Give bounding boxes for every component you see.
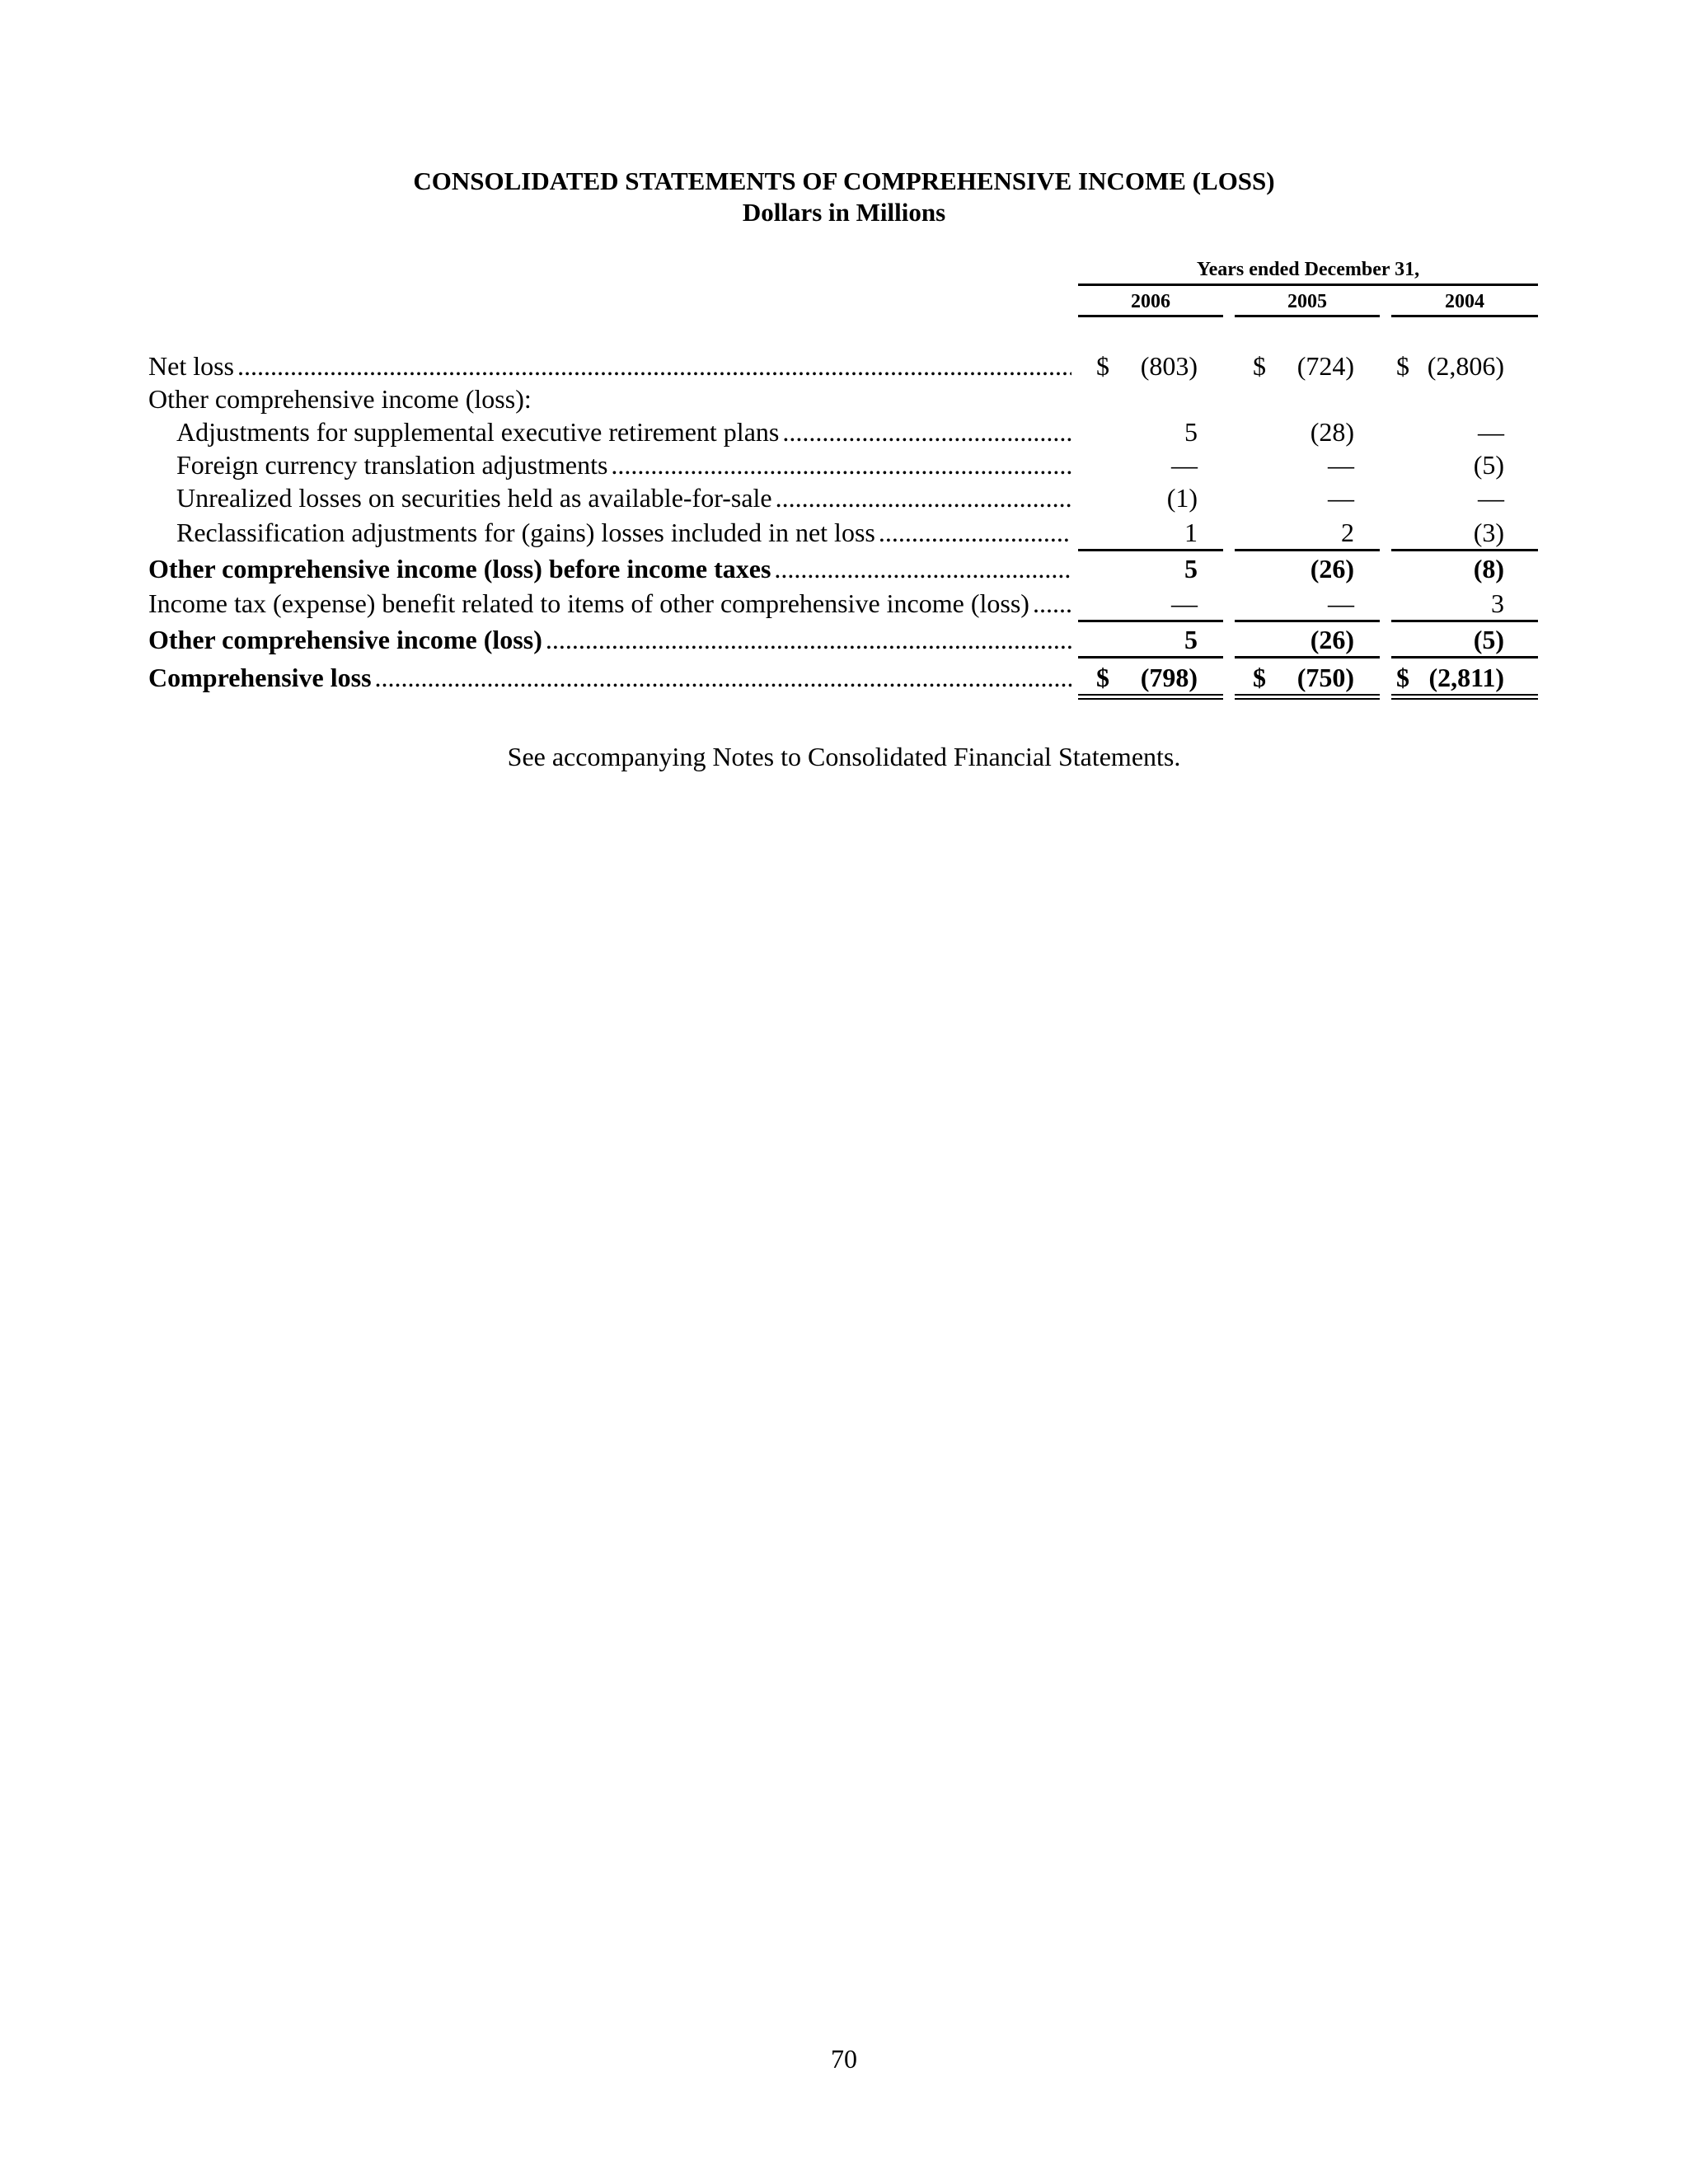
value-2005: (28) — [1310, 417, 1354, 447]
value-2006: — — [1078, 587, 1223, 622]
page-number: 70 — [831, 2044, 857, 2074]
value-2005: — — [1328, 450, 1354, 480]
value-2004: (5) — [1391, 623, 1538, 658]
table-row-fx-translation — [0, 448, 1688, 481]
value-2004: $ (2,806) — [1396, 351, 1504, 381]
value-2006: 5 — [1184, 554, 1198, 583]
value-2004: — — [1478, 417, 1504, 447]
table-row-oci-header — [0, 382, 1688, 415]
value-2006: $ (803) — [1096, 351, 1198, 381]
value-2006: 5 — [1078, 623, 1223, 658]
value-2004: (8) — [1473, 554, 1504, 583]
value-2006: $ (798) — [1078, 661, 1223, 700]
value-2005: $ (724) — [1253, 351, 1354, 381]
statement-subtitle: Dollars in Millions — [742, 198, 946, 227]
table-row-comprehensive-loss — [0, 661, 1688, 694]
value-2005: — — [1328, 483, 1354, 513]
value-2006: — — [1171, 450, 1198, 480]
value-2005: (26) — [1235, 623, 1380, 658]
table-row-income-tax — [0, 587, 1688, 620]
row-label: Other comprehensive income (loss) — [148, 625, 546, 654]
row-label: Foreign currency translation adjustments — [176, 450, 611, 480]
row-label: Reclassification adjustments for (gains) losses included in net loss — [176, 518, 879, 547]
statement-title: CONSOLIDATED STATEMENTS OF COMPREHENSIVE INCOME (LOSS) — [413, 166, 1275, 195]
row-label: Comprehensive loss — [148, 663, 375, 692]
value-2005: (26) — [1310, 554, 1354, 583]
row-label: Unrealized losses on securities held as available-for-sale — [176, 483, 776, 513]
value-2006: (1) — [1166, 483, 1198, 513]
table-row-unrealized-losses — [0, 481, 1688, 514]
row-label: Net loss — [148, 351, 237, 381]
row-label: Other comprehensive income (loss): — [148, 384, 535, 414]
years-ended-header: Years ended December 31, — [1078, 257, 1538, 286]
row-label: Other comprehensive income (loss) before income taxes — [148, 554, 774, 583]
row-label: Income tax (expense) benefit related to items of other comprehensive income (loss) — [148, 588, 1033, 618]
row-label: Adjustments for supplemental executive retirement plans — [176, 417, 782, 447]
table-row-oci-before-tax — [0, 552, 1688, 585]
table-row-serp-adjustments — [0, 415, 1688, 448]
value-2004: (3) — [1391, 516, 1538, 551]
value-2004: — — [1478, 483, 1504, 513]
value-2005: 2 — [1235, 516, 1380, 551]
value-2004: 3 — [1391, 587, 1538, 622]
year-header-2006: 2006 — [1078, 289, 1223, 317]
table-row-net-loss — [0, 349, 1688, 382]
value-2004: $ (2,811) — [1391, 661, 1538, 700]
value-2006: 5 — [1184, 417, 1198, 447]
table-row-oci-total — [0, 623, 1688, 656]
year-header-2004: 2004 — [1391, 289, 1538, 317]
footnote: See accompanying Notes to Consolidated Financial Statements. — [507, 742, 1181, 771]
table-row-reclassification — [0, 516, 1688, 549]
value-2005: $ (750) — [1235, 661, 1380, 700]
value-2005: — — [1235, 587, 1380, 622]
year-header-2005: 2005 — [1235, 289, 1380, 317]
value-2004: (5) — [1473, 450, 1504, 480]
value-2006: 1 — [1078, 516, 1223, 551]
